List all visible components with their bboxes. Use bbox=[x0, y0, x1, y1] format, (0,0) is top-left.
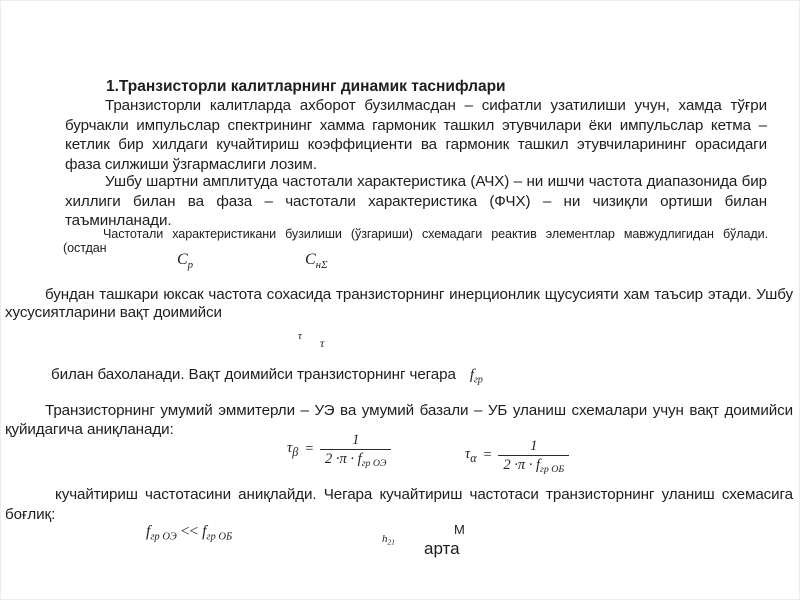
page-title: 1.Транзисторли калитларнинг динамик таснифлари bbox=[106, 78, 506, 95]
formula-h21-base: h bbox=[382, 533, 388, 545]
formula-tau-beta-denominator bbox=[320, 449, 391, 468]
formula-tau-small: τ bbox=[298, 330, 302, 342]
formula-f-boundary bbox=[469, 367, 483, 386]
formula-h21 bbox=[382, 533, 395, 545]
paragraph-boundary-frequency: кучайтириш частотасини аниқлайди. Чегара кучайтириш частотаси транзисторнинг уланиш схемасига боғлиқ: bbox=[5, 486, 793, 523]
formula-tau-beta-den-coeff: 2 ·π · bbox=[325, 450, 355, 467]
formula-freq-inequality-rhs: f bbox=[202, 523, 207, 540]
equals-sign: = bbox=[482, 447, 493, 464]
fragment-arta: арта bbox=[424, 539, 460, 558]
formula-tau-alpha-fraction bbox=[498, 438, 569, 473]
formula-tau-alpha-sym: τ bbox=[465, 445, 471, 462]
formula-tau-alpha-sym-sub: α bbox=[470, 450, 477, 465]
formula-tau-alpha-lhs bbox=[465, 446, 477, 466]
formula-tau-alpha-den-base: f bbox=[535, 456, 541, 473]
formula-tau-beta-fraction bbox=[320, 432, 391, 467]
paragraph-achx-fchx: Ушбу шартни амплитуда частотали характеристика (АЧХ) – ни ишчи частота диапазонида бир хиллиги билан ва фаза – частотали характеристика (ФЧХ) – ни чизиқли ортиши билан таъминланади. bbox=[65, 173, 767, 229]
formula-freq-inequality-lhs-sub: гр ОЭ bbox=[150, 531, 177, 543]
formula-tau-alpha bbox=[465, 438, 569, 473]
formula-cap-load-sum-base: C bbox=[305, 251, 316, 268]
formula-h21-sub: 21 bbox=[387, 537, 395, 547]
paragraph-reactive-elements: Частотали характеристикани бузилиши (ўзгариши) схемадаги реактив элементлар мавжудлигидан бўлади. (остдан bbox=[63, 227, 768, 256]
paragraph-schemes: Транзисторнинг умумий эммитерли – УЭ ва умумий базали – УБ уланиш схемалари учун вақт доимийси қуйидагича аниқланади: bbox=[5, 402, 793, 438]
formula-cap-load-sum-sub: нΣ bbox=[315, 258, 328, 271]
formula-f-boundary-sub: гр bbox=[473, 374, 483, 386]
formula-f-boundary-base: f bbox=[469, 367, 474, 383]
formula-freq-inequality-lhs: f bbox=[146, 523, 151, 540]
formula-tau-alpha-numerator: 1 bbox=[530, 438, 538, 454]
formula-tau-beta-lhs bbox=[287, 440, 298, 460]
formula-freq-inequality-rhs-sub: гр ОБ bbox=[206, 531, 233, 543]
formula-tau-alpha-denominator bbox=[498, 455, 569, 474]
paragraph-intro: Транзисторли калитларда ахборот бузилмасдан – сифатли узатилиши учун, хамда тўғри бурчакли импульслар спектрининг хамма гармоник ташкил этувчилари ёки импульслар кетма – кетлик бир хилдаги кучайтириш коэффициенти ва гармоник ташкил этувчиларининг орасидаги фаза силжиши ўзгармаслиги лозим. bbox=[65, 97, 767, 173]
formula-freq-inequality bbox=[146, 523, 232, 541]
fragment-m: М bbox=[454, 522, 465, 537]
much-less-operator: << bbox=[180, 523, 199, 540]
formula-tau-beta-den-base: f bbox=[357, 450, 362, 467]
paragraph-time-constant bbox=[51, 365, 483, 386]
formula-tau-beta-den-sub: гр ОЭ bbox=[361, 457, 387, 469]
formula-cap-coupling bbox=[177, 251, 193, 269]
formula-tau-beta-sym: τ bbox=[287, 439, 293, 456]
formula-tau-large: τ bbox=[320, 336, 325, 350]
formula-tau-beta-sym-sub: β bbox=[292, 444, 299, 459]
formula-tau-alpha-den-coeff: 2 ·π · bbox=[503, 456, 533, 473]
formula-cap-coupling-base: C bbox=[177, 251, 188, 268]
formula-tau-beta-numerator: 1 bbox=[352, 432, 360, 448]
formula-tau-alpha-den-sub: гр ОБ bbox=[540, 463, 565, 475]
paragraph-time-constant-text: билан бахоланади. Вақт доимийси транзисторнинг чегара bbox=[51, 366, 456, 383]
formula-tau-beta bbox=[287, 432, 391, 467]
formula-cap-load-sum bbox=[305, 251, 328, 269]
equals-sign: = bbox=[304, 441, 315, 458]
paragraph-inertia: бундан ташкари юксак частота сохасида транзисторнинг инерционлик щусусияти хам таъсир этади. Ушбу хусусиятларини вақт доимийси bbox=[5, 286, 793, 321]
formula-cap-coupling-sub: p bbox=[187, 258, 194, 271]
